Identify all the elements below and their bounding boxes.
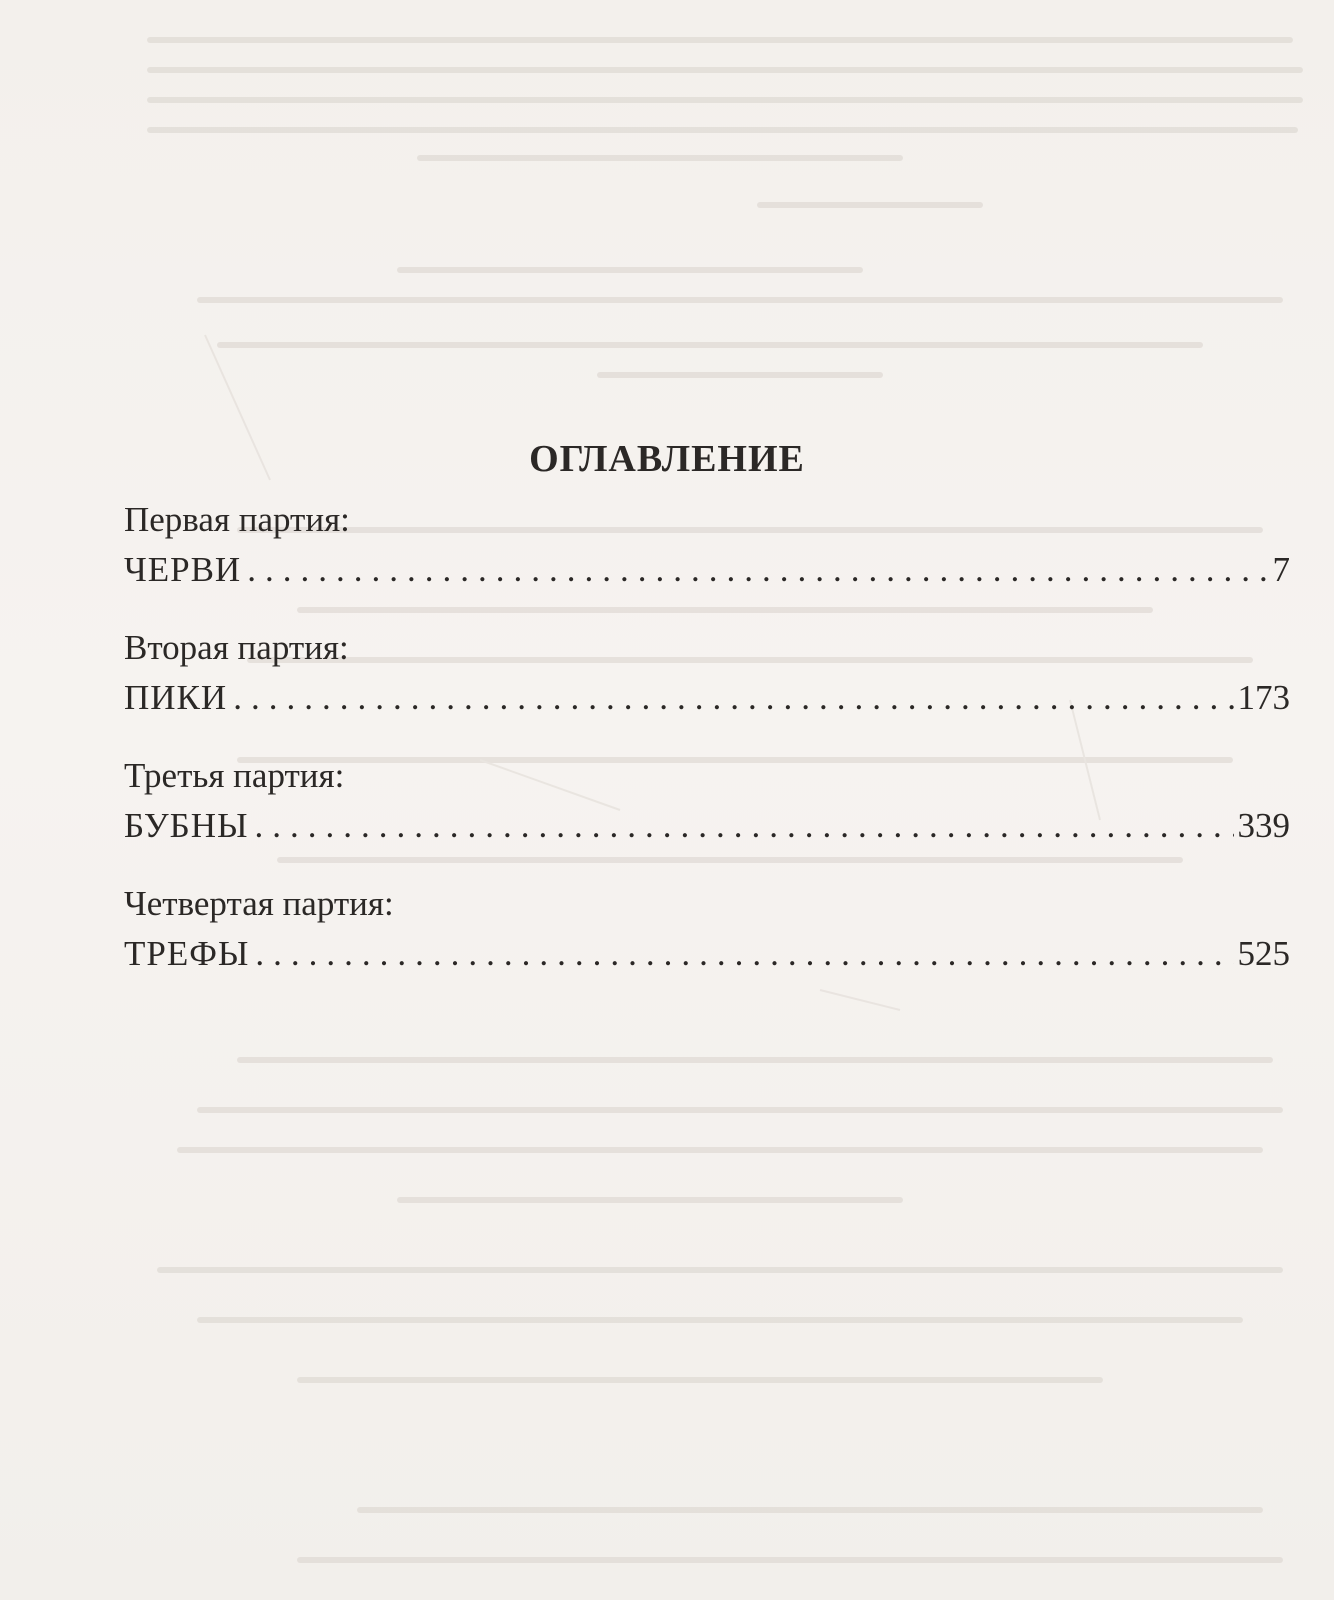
- toc-line: [124, 548, 1290, 592]
- toc-line: [124, 804, 1290, 848]
- dot-leader: [233, 676, 1233, 720]
- toc-entry-clubs: [124, 882, 1290, 1010]
- section-name: ПИКИ: [124, 678, 228, 717]
- page-number: 173: [1237, 678, 1290, 717]
- part-label: Четвертая партия:: [124, 884, 394, 923]
- dot-leader: [255, 804, 1234, 848]
- section-name: БУБНЫ: [124, 806, 249, 845]
- part-label: Первая партия:: [124, 500, 350, 539]
- section-name: ЧЕРВИ: [124, 550, 242, 589]
- toc-line: [124, 932, 1290, 976]
- page-number: 339: [1237, 806, 1290, 845]
- dot-leader: [255, 932, 1233, 976]
- section-name: ТРЕФЫ: [124, 934, 250, 973]
- table-of-contents: [124, 498, 1290, 1010]
- toc-entry-hearts: [124, 498, 1290, 626]
- toc-line: [124, 676, 1290, 720]
- toc-entry-spades: [124, 626, 1290, 754]
- page-number: 525: [1237, 934, 1290, 973]
- dot-leader: [247, 548, 1268, 592]
- part-label: Вторая партия:: [124, 628, 349, 667]
- toc-entry-diamonds: [124, 754, 1290, 882]
- part-label: Третья партия:: [124, 756, 345, 795]
- page-number: 7: [1272, 550, 1290, 589]
- toc-title: ОГЛАВЛЕНИЕ: [529, 438, 805, 481]
